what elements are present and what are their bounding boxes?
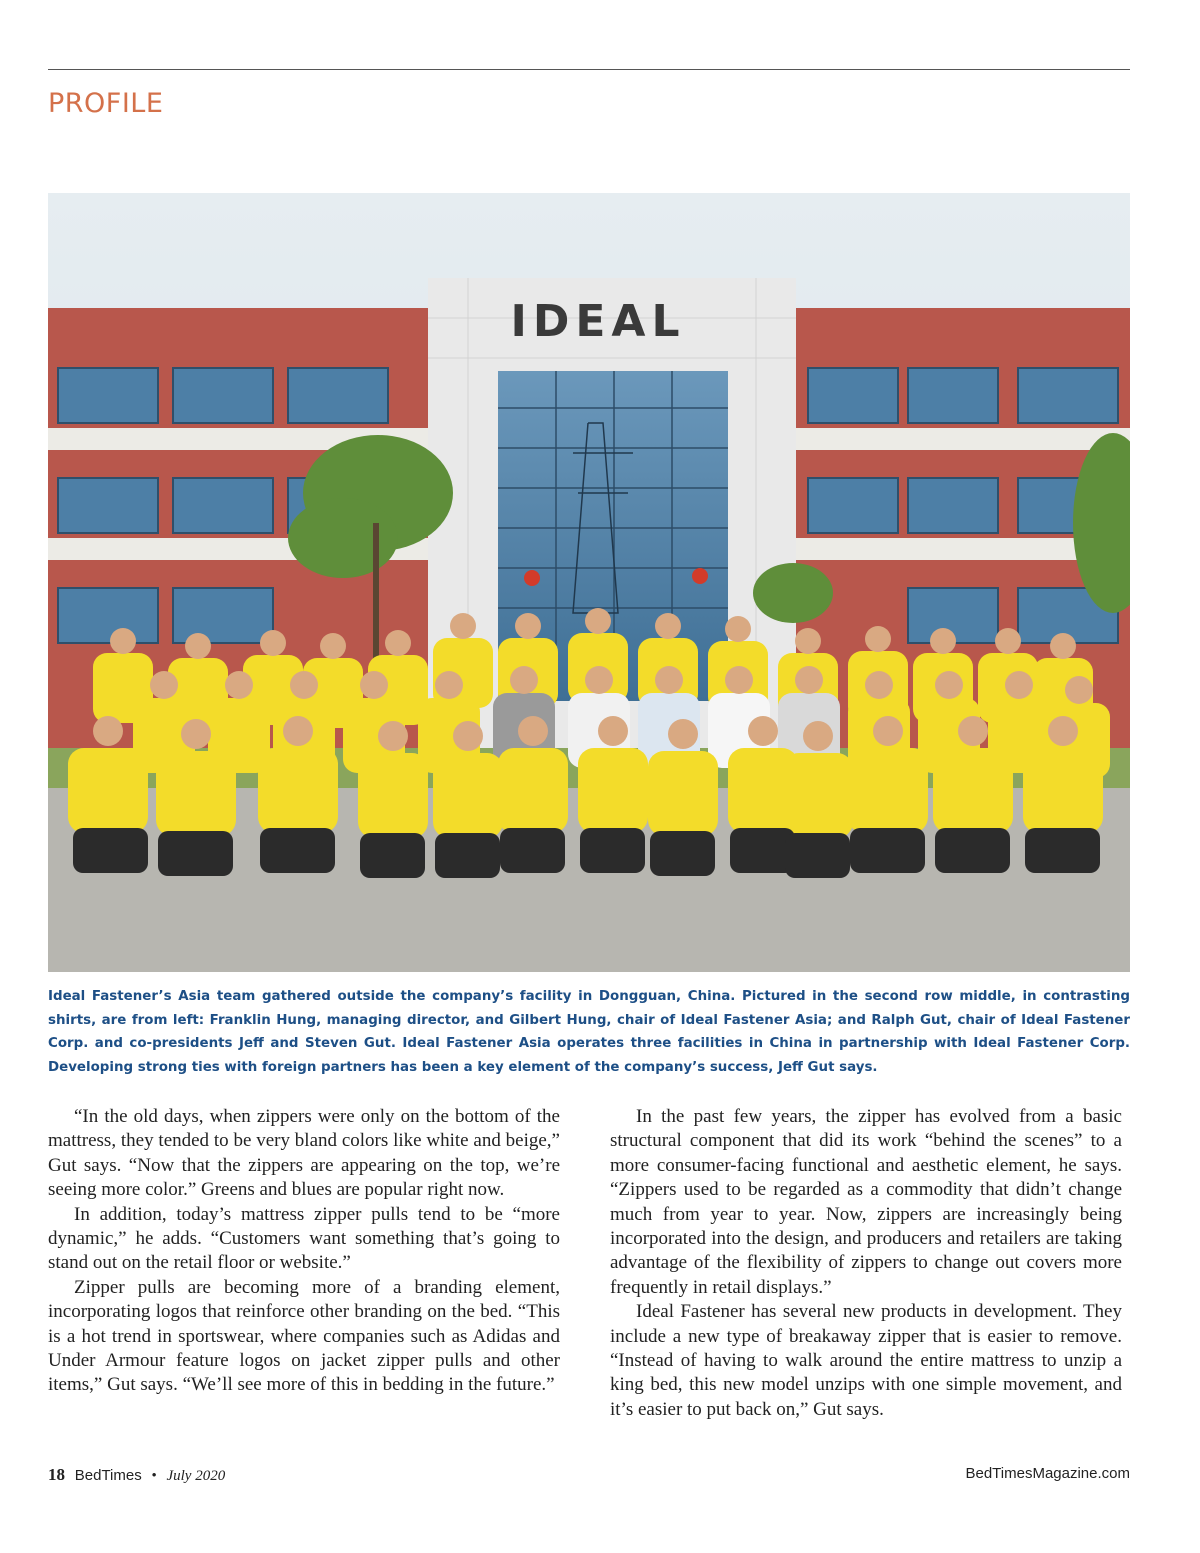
body-paragraph: In addition, today’s mattress zipper pulls tend to be “more dynamic,” he adds. “Customers want something that’s going to stand out on the retail floor or website.”: [48, 1203, 560, 1274]
photo-caption: Ideal Fastener’s Asia team gathered outside the company’s facility in Dongguan, China. Pictured in the second row middle, in contrasting shirts, are from left: Franklin Hung, managing director, and Gilbert Hung, chair of Ideal Fastener Asia; and Ralph Gut, chair of Ideal Fastener Corp. and co-presidents Jeff and Steven Gut. Ideal Fastener Asia operates three facilities in China in partnership with Ideal Fastener Corp. Developing strong ties with foreign partners has been a key element of the company’s success, Jeff Gut says.: [48, 989, 1130, 1075]
body-paragraph: “In the old days, when zippers were only on the bottom of the mattress, they tended to be very bland colors like white and beige,” Gut says. “Now that the zippers are appearing on the top, we’re seeing more color.” Greens and blues are popular right now.: [48, 1106, 560, 1201]
team-photo: [48, 193, 1130, 972]
publication-name: BedTimes: [74, 1467, 142, 1484]
footer-website: BedTimesMagazine.com: [965, 1465, 1130, 1482]
folio-separator: •: [151, 1468, 157, 1484]
body-paragraph: Ideal Fastener has several new products in development. They include a new type of breakaway zipper that is easier to remove. “Instead of having to walk around the entire mattress to unzip a king bed, this new model unzips with one simple movement, and it’s easier to put back on,” Gut says.: [610, 1301, 1122, 1420]
section-label: PROFILE: [48, 88, 164, 119]
body-paragraph: Zipper pulls are becoming more of a branding element, incorporating logos that reinforce other branding on the bed. “This is a hot trend in sportswear, where companies such as Adidas and Under Armour feature logos on jacket zipper pulls and other items,” Gut says. “We’ll see more of this in bedding in the future.”: [48, 1276, 560, 1396]
issue-date: July 2020: [166, 1468, 226, 1484]
body-column-right: [610, 1105, 1122, 1422]
footer-folio: [48, 1465, 225, 1485]
building-sign: IDEAL: [510, 296, 686, 347]
top-rule: [48, 69, 1130, 70]
page-number: 18: [48, 1465, 65, 1484]
body-paragraph: In the past few years, the zipper has evolved from a basic structural component that did its work “behind the scenes” to a more consumer-facing functional and aesthetic element, he says. “Zippers used to be regarded as a commodity that didn’t change much from year to year. Now, zippers are increasingly being incorporated into the design, and producers and retailers are taking advantage of the flexibility of zippers to change out covers more frequently in retail displays.”: [610, 1106, 1122, 1298]
body-column-left: [48, 1105, 560, 1398]
